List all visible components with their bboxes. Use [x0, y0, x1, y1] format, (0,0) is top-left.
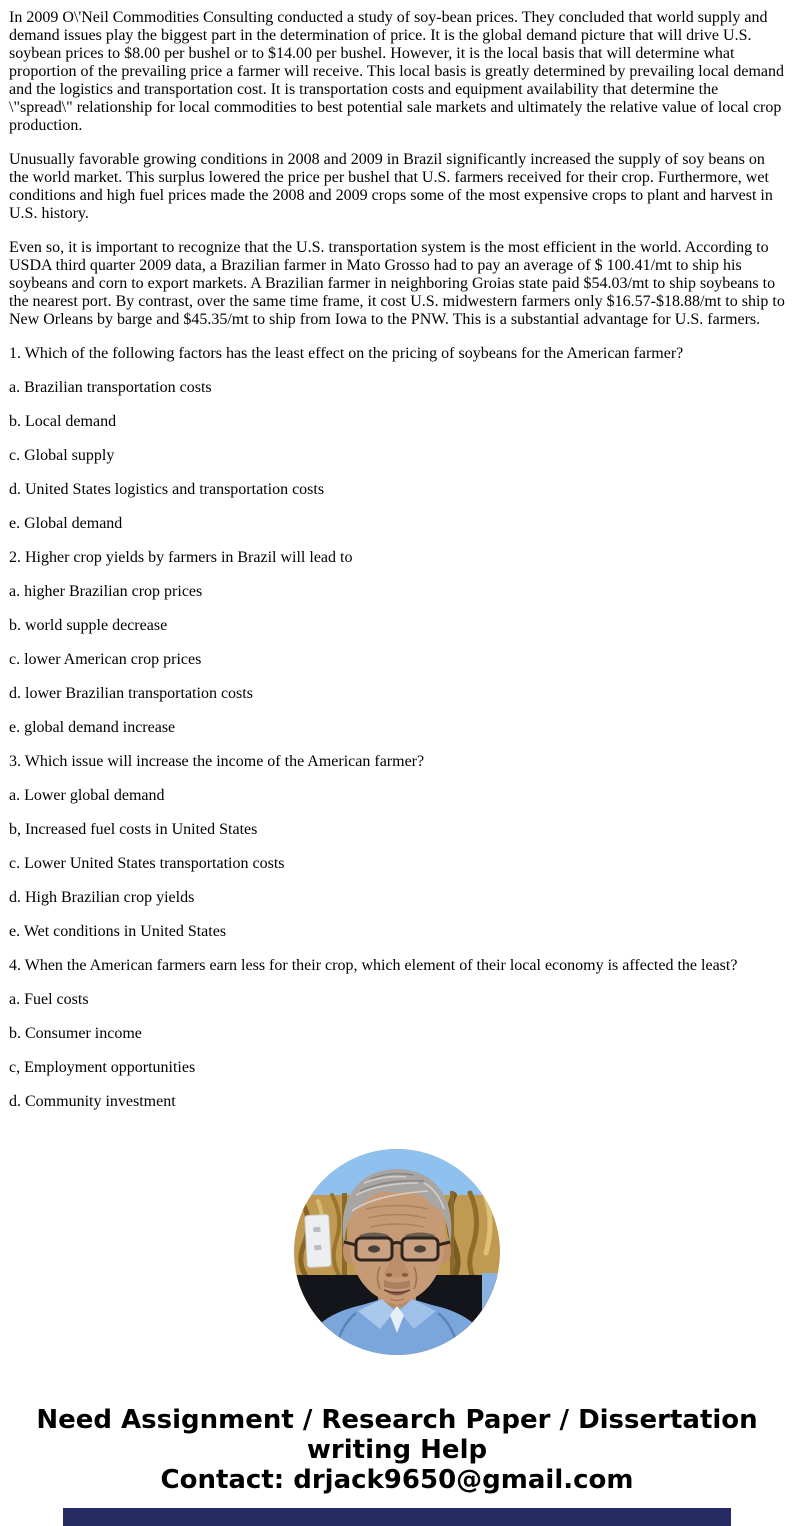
question-4-option-d: d. Community investment: [9, 1093, 176, 1110]
article-paragraph: In 2009 O\'Neil Commodities Consulting conducted a study of soy-bean prices. They concluded that world supply and demand issues play the biggest part in the determination of price. It is the global demand picture that will drive U.S. soybean prices to $8.00 per bushel or to $14.00 per bushel. However, it is the local basis that will determine what proportion of the prevailing price a farmer will receive. This local basis is greatly determined by prevailing local demand and the logistics and transportation cost. It is transportation costs and equipment availability that determine the \"spread\" relationship for local commodities to best potential sale markets and ultimately the relative value of local crop production.: [9, 9, 784, 134]
question-2-option-e: e. global demand increase: [9, 719, 176, 736]
question-3-option-d: d. High Brazilian crop yields: [9, 889, 195, 906]
question-4-option-a: a. Fuel costs: [9, 991, 89, 1008]
article-paragraph: Unusually favorable growing conditions in 2008 and 2009 in Brazil significantly increased the supply of soy beans on the world market. This surplus lowered the price per bushel that U.S. farmers received for their crop. Furthermore, wet conditions and high fuel prices made the 2008 and 2009 crops some of the most expensive crops to plant and harvest in U.S. history.: [9, 151, 773, 222]
question-3-prompt: 3. Which issue will increase the income of the American farmer?: [9, 753, 425, 770]
document-page: [0, 9, 794, 1526]
tutor-avatar-image: [294, 1149, 500, 1355]
question-4-option-b: b. Consumer income: [9, 1025, 142, 1042]
question-1-option-b: b. Local demand: [9, 413, 117, 430]
question-4-option-c: c, Employment opportunities: [9, 1059, 196, 1076]
question-2-option-c: c. lower American crop prices: [9, 651, 202, 668]
question-3-option-b: b, Increased fuel costs in United States: [9, 821, 258, 838]
promo-heading: [0, 1405, 794, 1495]
question-3-option-e: e. Wet conditions in United States: [9, 923, 227, 940]
avatar-blue-patch: [482, 1273, 500, 1325]
question-2-prompt: 2. Higher crop yields by farmers in Brazil will lead to: [9, 549, 353, 566]
promo-footer: [0, 1405, 794, 1526]
question-2-option-d: d. lower Brazilian transportation costs: [9, 685, 253, 702]
question-3-option-c: c. Lower United States transportation costs: [9, 855, 285, 872]
question-1-option-c: c. Global supply: [9, 447, 115, 464]
tutor-avatar: [0, 1149, 794, 1355]
question-1-option-a: a. Brazilian transportation costs: [9, 379, 212, 396]
article-paragraph: Even so, it is important to recognize that the U.S. transportation system is the most efficient in the world. According to USDA third quarter 2009 data, a Brazilian farmer in Mato Grosso had to pay an average of $ 100.41/mt to ship his soybeans and corn to export markets. A Brazilian farmer in neighboring Groias state paid $54.03/mt to ship soybeans to the nearest port. By contrast, over the same time frame, it cost U.S. midwestern farmers only $16.57-$18.88/mt to ship to New Orleans by barge and $45.35/mt to ship from Iowa to the PNW. This is a substantial advantage for U.S. farmers.: [9, 239, 785, 328]
question-1-option-e: e. Global demand: [9, 515, 123, 532]
question-1-option-d: d. United States logistics and transportation costs: [9, 481, 325, 498]
article-text: [0, 9, 794, 1111]
question-4-prompt: 4. When the American farmers earn less for their crop, which element of their local economy is affected the least?: [9, 957, 738, 974]
avatar-switch-plate: [305, 1214, 332, 1267]
promo-heading-line1: Need Assignment / Research Paper / Dissertation: [36, 1405, 758, 1435]
question-2-option-b: b. world supple decrease: [9, 617, 168, 634]
promo-contact: Contact: drjack9650@gmail.com: [160, 1465, 634, 1495]
promo-heading-line2: writing Help: [306, 1435, 488, 1465]
question-1-prompt: 1. Which of the following factors has the least effect on the pricing of soybeans for the American farmer?: [9, 345, 684, 362]
question-3-option-a: a. Lower global demand: [9, 787, 165, 804]
question-2-option-a: a. higher Brazilian crop prices: [9, 583, 203, 600]
footer-bar: [63, 1508, 731, 1526]
